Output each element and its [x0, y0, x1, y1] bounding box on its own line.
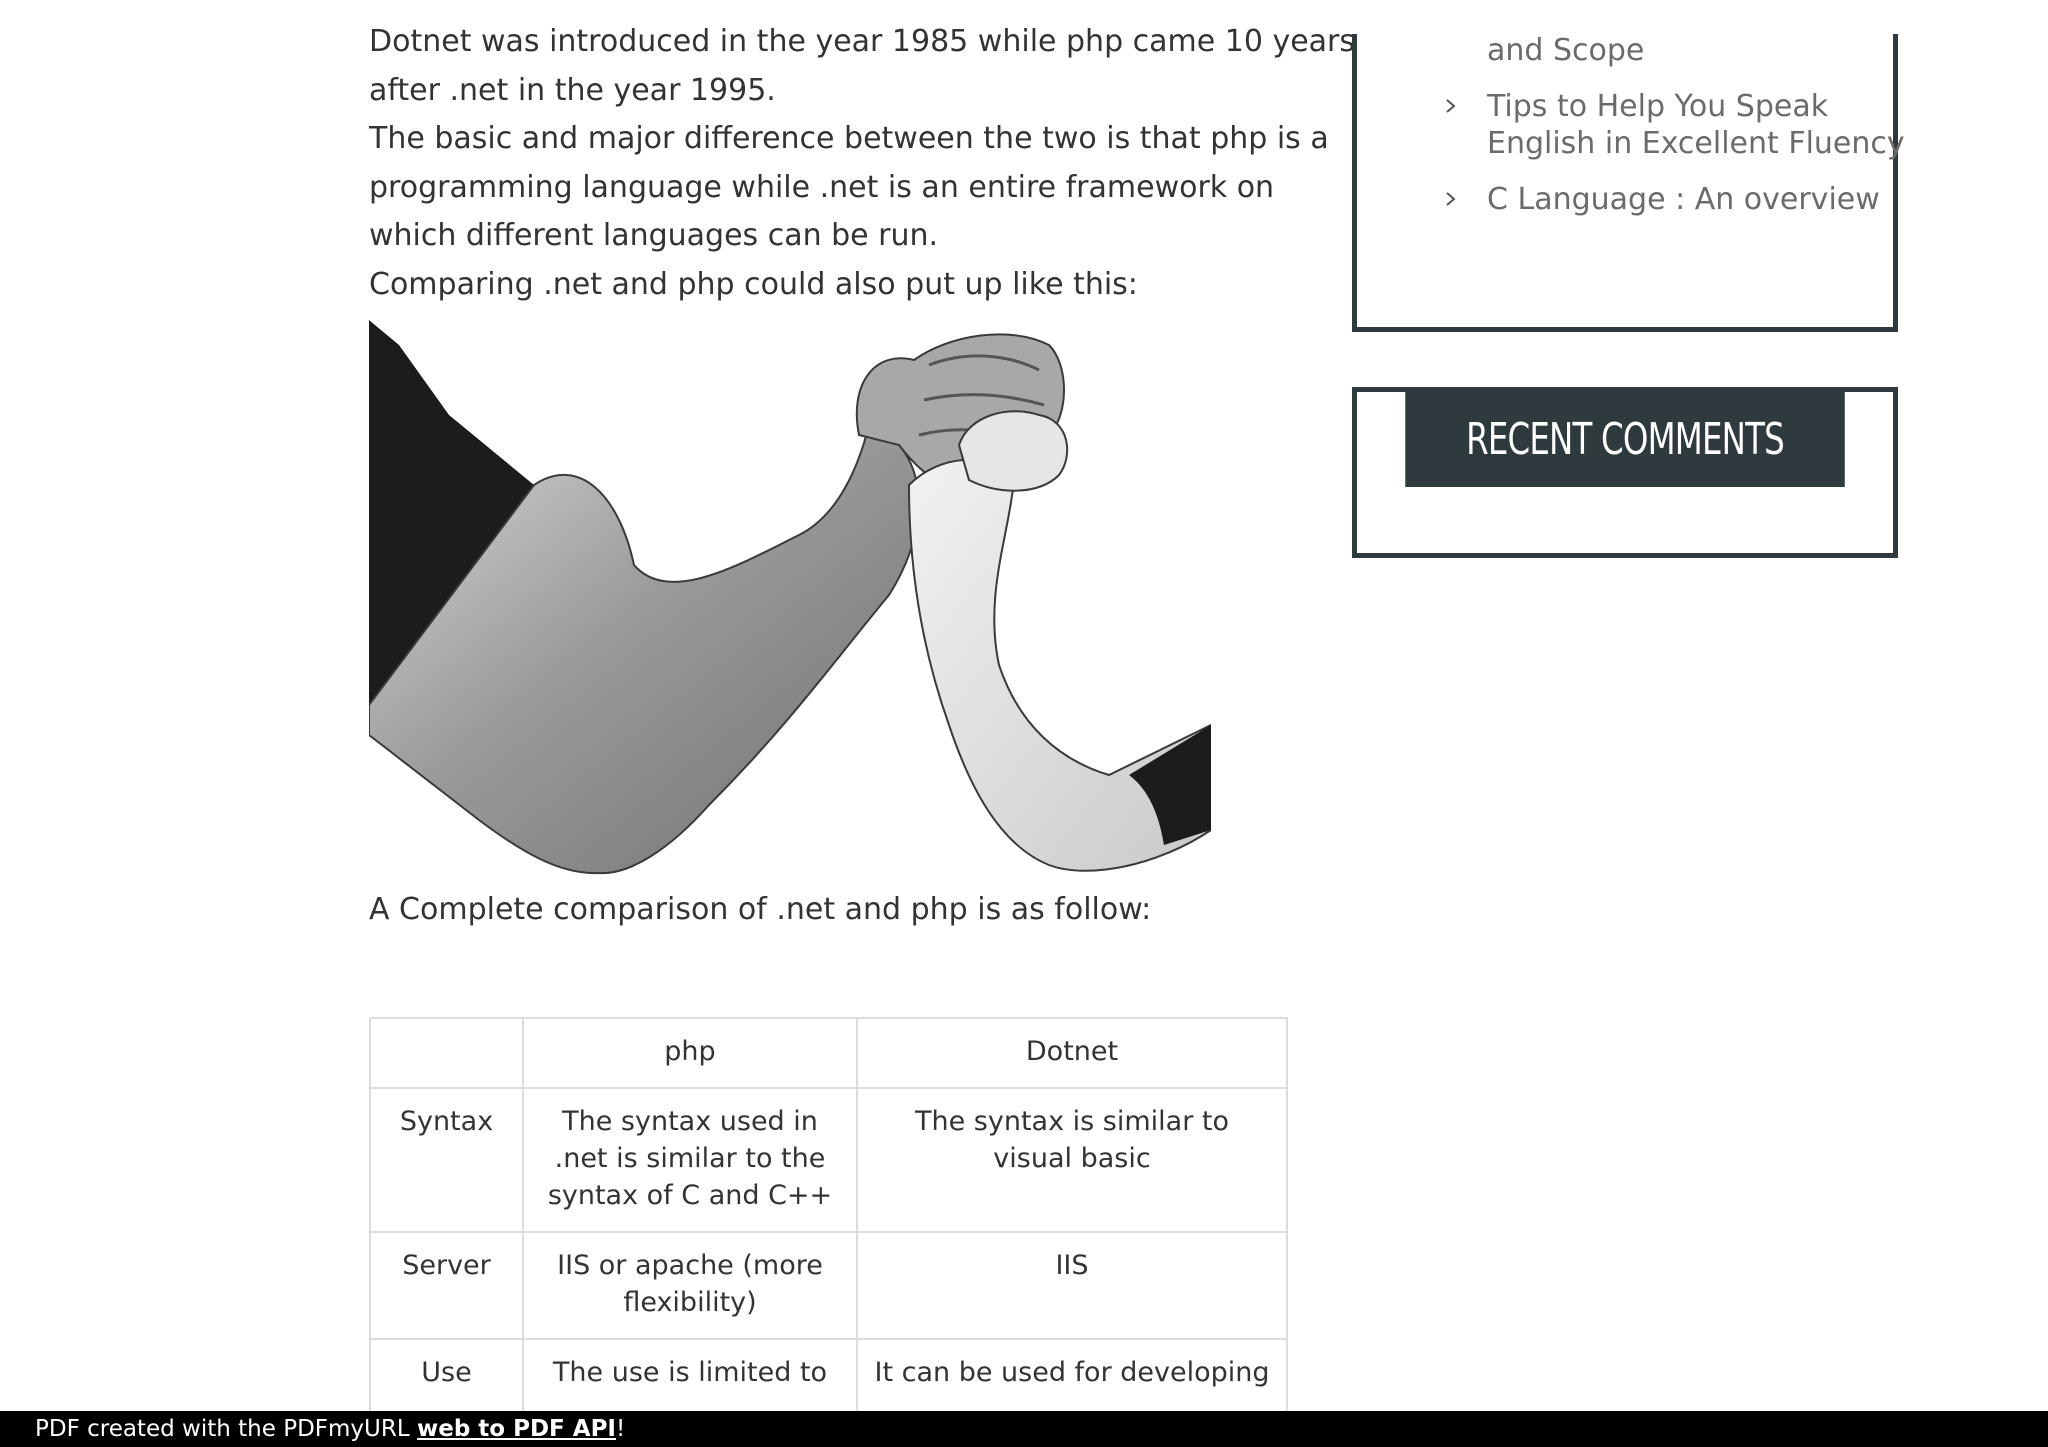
- table-cell: The syntax is similar to visual basic: [857, 1088, 1287, 1232]
- table-cell: Server: [370, 1232, 523, 1339]
- article-body: [369, 18, 1356, 309]
- chevron-right-icon: [1443, 98, 1459, 114]
- table-header-row: [370, 1018, 1287, 1088]
- pdf-footer-text: PDF created with the PDFmyURL: [35, 1416, 417, 1442]
- table-cell: Syntax: [370, 1088, 523, 1232]
- recent-post-link[interactable]: C Language : An overview: [1487, 182, 1880, 217]
- article-paragraph: which different languages can be run.: [369, 218, 939, 253]
- comparison-table: [369, 1017, 1288, 1430]
- article-paragraph: after .net in the year 1995.: [369, 72, 776, 108]
- pdf-footer-suffix: !: [616, 1416, 626, 1442]
- recent-post-item[interactable]: [1447, 32, 1907, 69]
- table-row: [370, 1088, 1287, 1232]
- table-cell: The use is limited to: [523, 1339, 857, 1429]
- table-cell: The syntax used in .net is similar to the syntax of C and C++: [523, 1088, 857, 1232]
- recent-posts-widget: [1352, 33, 1905, 332]
- arm-wrestling-illustration: [369, 305, 1211, 880]
- pdf-footer-bar: [0, 1411, 2048, 1447]
- table-header-cell: [370, 1018, 523, 1088]
- recent-post-link[interactable]: and Scope: [1487, 33, 1645, 68]
- article-paragraph: Dotnet was introduced in the year 1985 while php came 10 years: [369, 24, 1356, 59]
- arm-wrestling-image: [369, 305, 1211, 880]
- comparison-intro: A Complete comparison of .net and php is as follow:: [369, 892, 1152, 927]
- recent-comments-title: RECENT COMMENTS: [1405, 392, 1845, 487]
- article-paragraph: The basic and major difference between the two is that php is a: [369, 121, 1329, 156]
- table-cell: It can be used for developing: [857, 1339, 1287, 1429]
- chevron-right-icon: [1443, 191, 1459, 207]
- recent-post-item[interactable]: [1447, 88, 1907, 162]
- article-paragraph: programming language while .net is an entire framework on: [369, 169, 1275, 205]
- table-cell: IIS: [857, 1232, 1287, 1339]
- recent-posts-list: [1447, 34, 1907, 237]
- table-row: [370, 1232, 1287, 1339]
- table-cell: Use: [370, 1339, 523, 1429]
- recent-post-item[interactable]: [1447, 181, 1907, 218]
- web-to-pdf-api-link[interactable]: web to PDF API: [416, 1416, 616, 1442]
- table-header-cell: php: [523, 1018, 857, 1088]
- article-paragraph: Comparing .net and php could also put up like this:: [369, 266, 1138, 302]
- table-cell: IIS or apache (more flexibility): [523, 1232, 857, 1339]
- recent-post-link[interactable]: Tips to Help You Speak English in Excellent Fluency: [1487, 89, 1905, 161]
- table-header-cell: Dotnet: [857, 1018, 1287, 1088]
- recent-comments-widget: [1352, 387, 1898, 558]
